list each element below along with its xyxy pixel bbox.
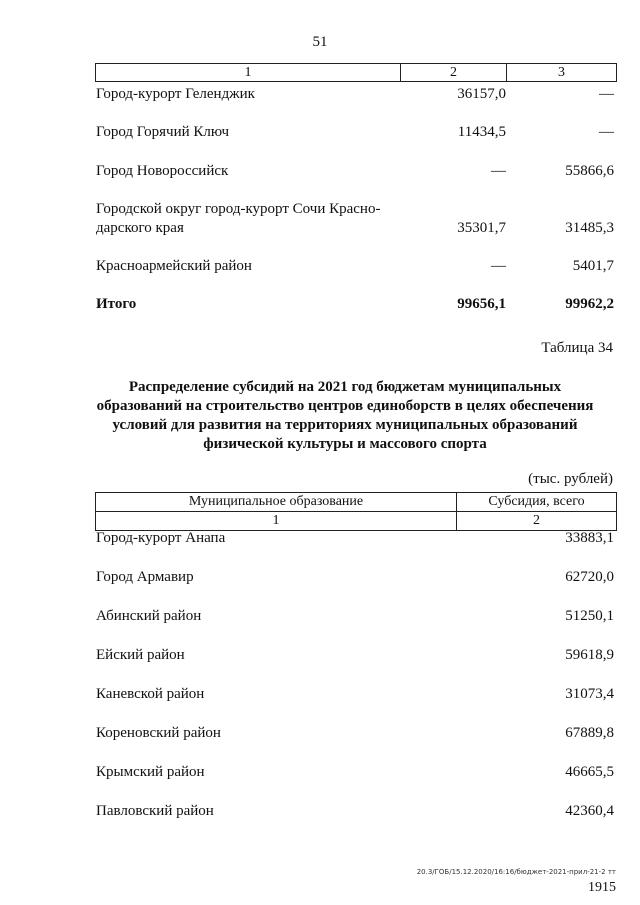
row-value: 33883,1 (565, 530, 614, 546)
row-value-col2: — (491, 163, 506, 179)
row-value: 59618,9 (565, 647, 614, 663)
sheet-number: 1915 (588, 880, 616, 895)
row-value-col2: — (491, 258, 506, 274)
table2-number-col2: 2 (533, 513, 540, 528)
section-title-line: образований на строительство центров единоборств в целях обеспечения (96, 398, 594, 414)
section-title-line: физической культуры и массового спорта (203, 436, 487, 452)
row-name: Город-курорт Анапа (96, 530, 226, 546)
row-value-col2: 36157,0 (457, 86, 506, 102)
row-value-col3: — (599, 124, 614, 140)
row-name: Каневской район (96, 686, 205, 702)
row-value-col3: 55866,6 (565, 163, 614, 179)
table2-header-col2: Субсидия, всего (488, 494, 585, 509)
row-value-col3: 31485,3 (565, 220, 614, 236)
row-name: Абинский район (96, 608, 202, 624)
row-name: Город-курорт Геленджик (96, 86, 255, 102)
row-value: 51250,1 (565, 608, 614, 624)
row-value: 42360,4 (565, 803, 614, 819)
row-value-col2: 35301,7 (457, 220, 506, 236)
total-value-col2: 99656,1 (457, 296, 506, 312)
row-value: 62720,0 (565, 569, 614, 585)
row-value: 46665,5 (565, 764, 614, 780)
table2-header (95, 492, 617, 531)
section-title-line: условий для развития на территориях муниципальных образований (112, 417, 578, 433)
row-name: Красноармейский район (96, 258, 252, 274)
row-name: Крымский район (96, 764, 205, 780)
units-label: (тыс. рублей) (528, 471, 613, 487)
row-name: Город Горячий Ключ (96, 124, 230, 140)
table1-header (95, 63, 617, 82)
total-value-col3: 99962,2 (565, 296, 614, 312)
row-name: Кореновский район (96, 725, 221, 741)
row-name-continuation: дарского края (96, 220, 184, 236)
table2-number-col1: 1 (96, 512, 457, 530)
row-value-col2: 11434,5 (457, 124, 506, 140)
page-number: 51 (312, 34, 328, 50)
total-label: Итого (96, 296, 137, 312)
row-value: 67889,8 (565, 725, 614, 741)
section-title (80, 378, 610, 454)
section-title-line: Распределение субсидий на 2021 год бюджетам муниципальных (128, 379, 562, 395)
row-value-col3: 5401,7 (572, 258, 614, 274)
table-caption: Таблица 34 (541, 340, 613, 356)
row-name: Ейский район (96, 647, 185, 663)
table1-header-col1: 1 (96, 64, 401, 81)
table1-header-col2: 2 (401, 64, 507, 81)
row-name: Павловский район (96, 803, 214, 819)
table2-header-col1: Муниципальное образование (96, 493, 457, 511)
footer-document-code: 20.3/ГОБ/15.12.2020/16:16/бюджет-2021-прил-21-2 тт (416, 868, 616, 876)
row-value-col3: — (599, 86, 614, 102)
row-value: 31073,4 (565, 686, 614, 702)
row-name: Город Армавир (96, 569, 194, 585)
row-name: Город Новороссийск (96, 163, 229, 179)
table1-header-col3: 3 (558, 64, 565, 80)
row-name: Городской округ город-курорт Сочи Красно- (96, 201, 381, 217)
